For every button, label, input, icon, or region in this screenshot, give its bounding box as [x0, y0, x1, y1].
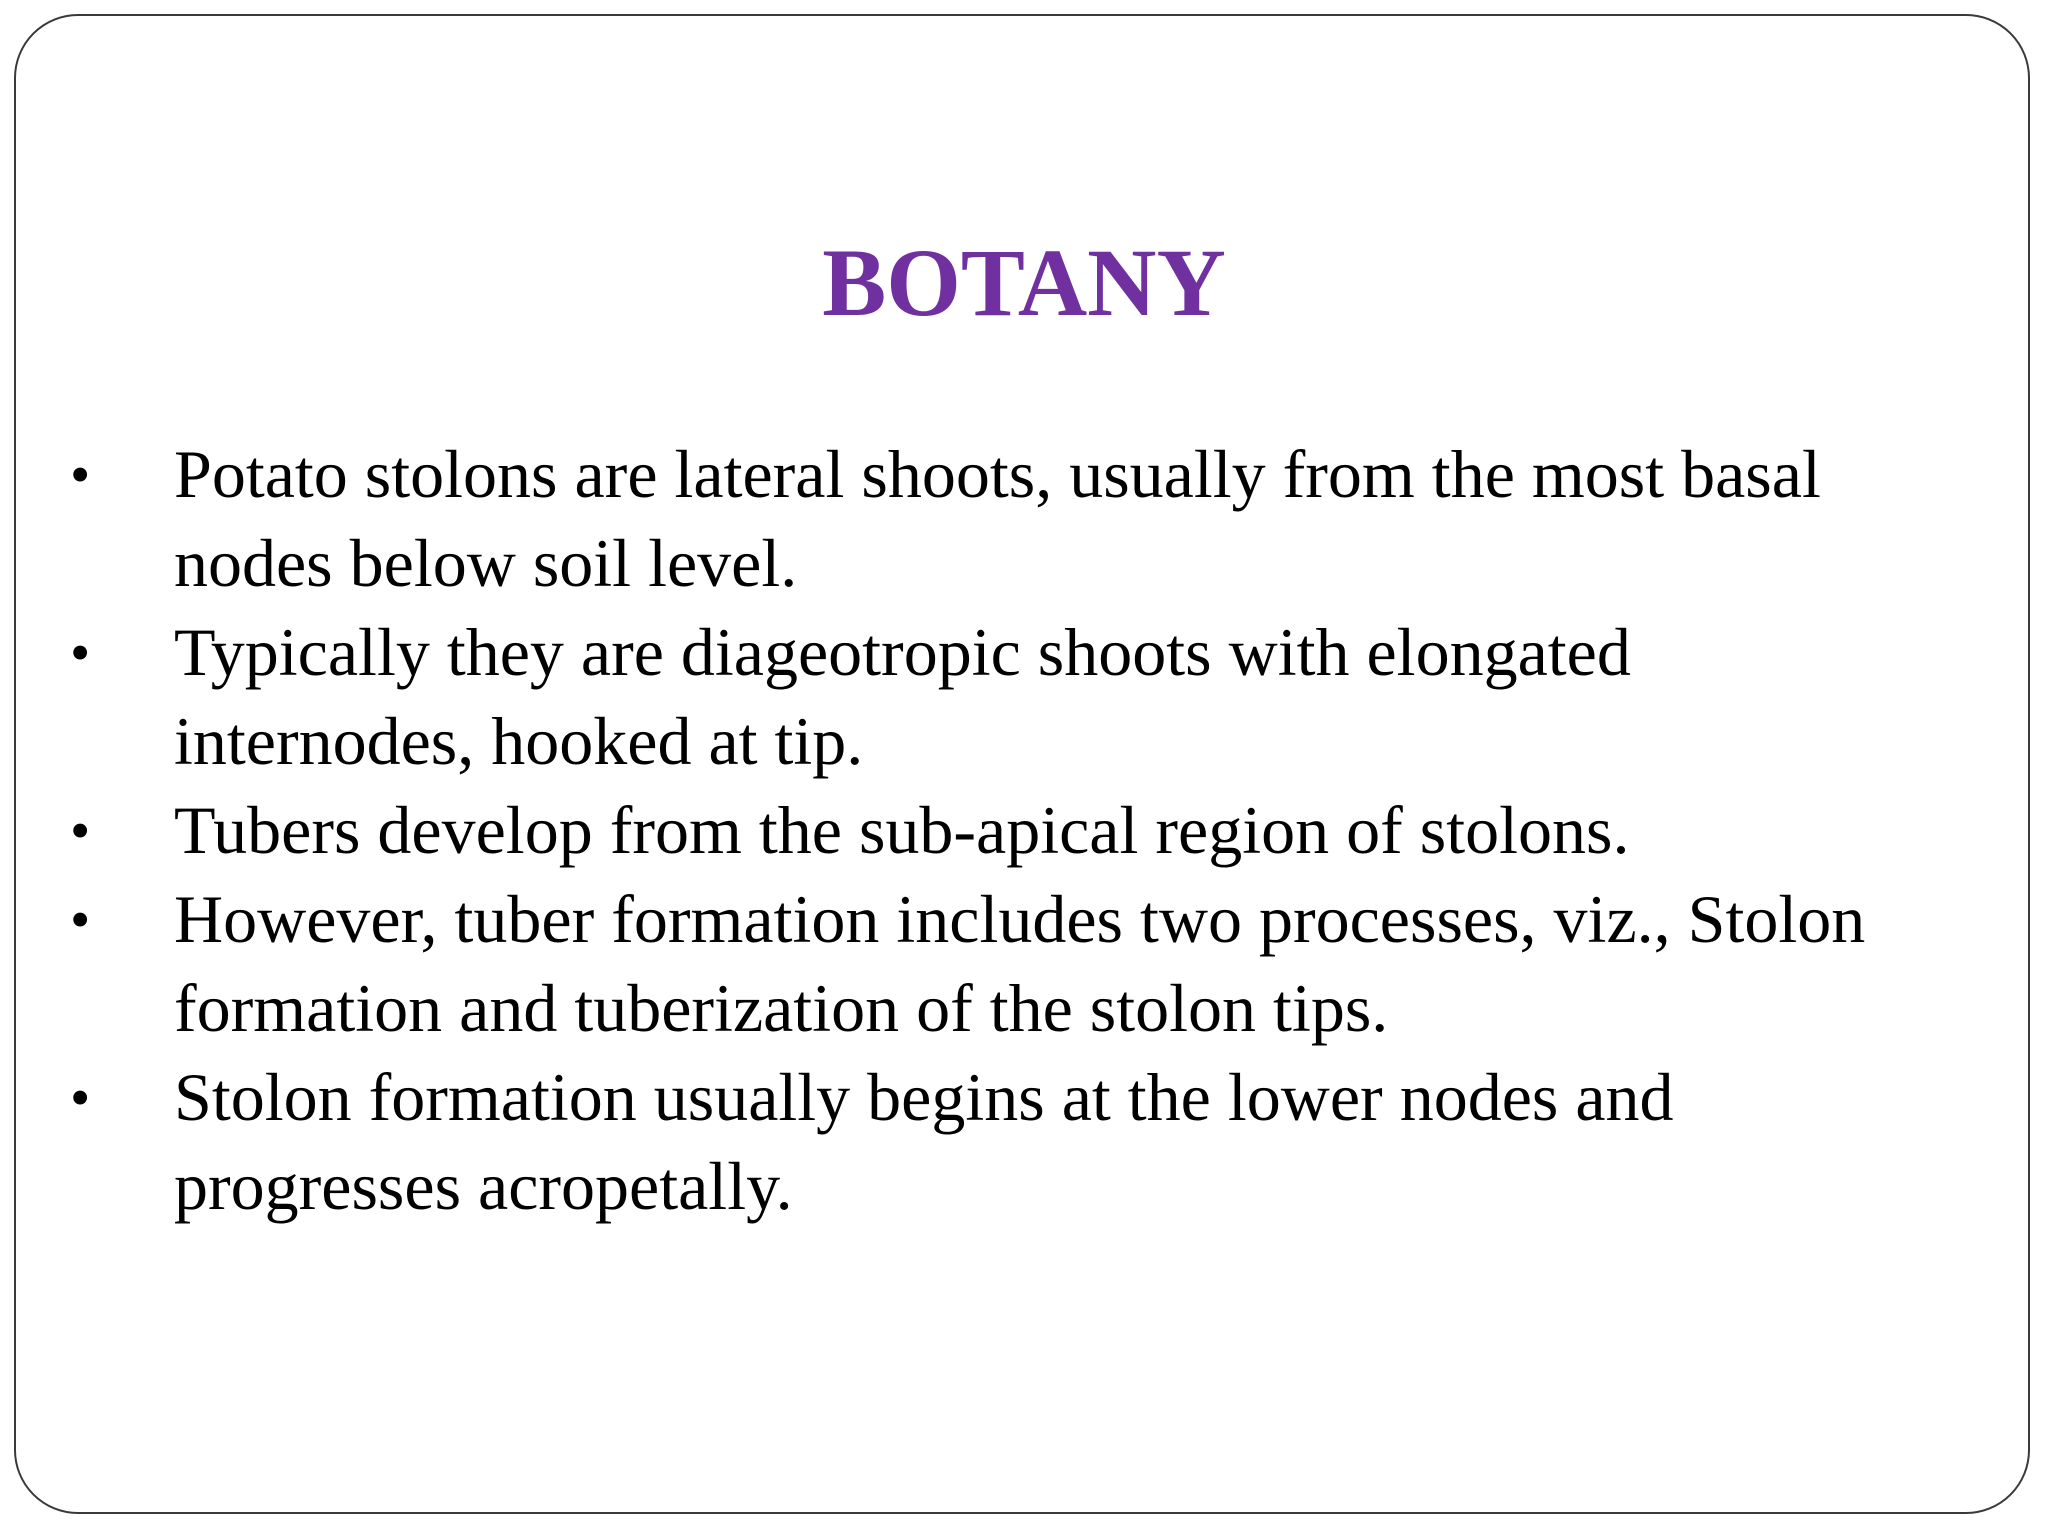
- bullet-text: Stolon formation usually begins at the lower nodes and progresses acropetally.: [174, 1059, 1674, 1224]
- bullet-point-icon: •: [70, 798, 91, 863]
- bullet-point-icon: •: [70, 887, 91, 952]
- slide-title: BOTANY: [822, 229, 1226, 336]
- bullet-text: However, tuber formation includes two processes, viz., Stolon formation and tuberization of the stolon tips.: [174, 881, 1866, 1046]
- bullet-point-icon: •: [70, 620, 91, 685]
- bullet-item: [0, 875, 2048, 1053]
- bullet-list: [0, 430, 2048, 1231]
- bullet-point-icon: •: [70, 442, 91, 507]
- bullet-item: [0, 1053, 2048, 1231]
- bullet-text: Potato stolons are lateral shoots, usually from the most basal nodes below soil level.: [174, 436, 1821, 601]
- bullet-text: Typically they are diageotropic shoots with elongated internodes, hooked at tip.: [174, 614, 1631, 779]
- bullet-text: Tubers develop from the sub-apical region of stolons.: [174, 792, 1630, 868]
- bullet-item: [0, 786, 2048, 875]
- bullet-item: [0, 430, 2048, 608]
- bullet-point-icon: •: [70, 1065, 91, 1130]
- bullet-item: [0, 608, 2048, 786]
